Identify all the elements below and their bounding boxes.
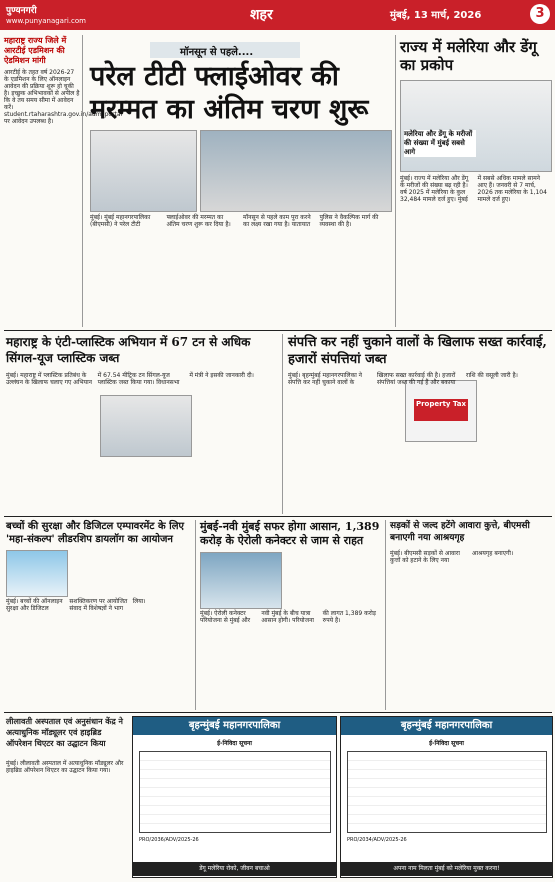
section-separator: [4, 516, 552, 517]
column-divider: [195, 520, 196, 710]
ad-right-org: बृहन्मुंबई महानगरपालिका: [341, 717, 552, 735]
children-headline: बच्चों की सुरक्षा और डिजिटल एम्पावरमेंट के लिए 'महा-संकल्प' लीडरशिप डायलॉग का आयोजन: [6, 521, 184, 545]
right-body: मुंबई। राज्य में मलेरिया और डेंगू के मरीजों की संख्या बढ़ रही है। वर्ष 2025 में मलेरिया के कुल 32,484 मामले दर्ज हुए। मुंबई में सबसे अधिक मामले सामने आए हैं। जनवरी से 7 मार्च, 2026 तक मलेरिया के 1,104 मामले दर्ज हुए।: [400, 175, 547, 203]
brief-headline: महाराष्ट्र राज्य जिले में आरटीई एडमिशन की ऐडमिशन मांगी: [4, 35, 67, 65]
lead-kicker: मॉनसून से पहले....: [180, 47, 254, 58]
ad-right-table: [347, 751, 547, 833]
section-separator: [4, 330, 552, 331]
ad-left-ref: PRO/2036/ADV/2025-26: [139, 837, 199, 843]
connector-body: मुंबई। ऐरोली कनेक्टर परियोजना से मुंबई और नवी मुंबई के बीच यात्रा आसान होगी। परियोजना की लागत 1,389 करोड़ रुपये है।: [200, 610, 376, 624]
column-divider: [282, 334, 283, 514]
ad-left-dept: ई-निविदा सूचना: [217, 740, 252, 747]
column-divider: [385, 520, 386, 710]
page-number: 3: [530, 4, 550, 24]
masthead-brand: पुण्यनगरी: [6, 6, 37, 16]
children-photo: [6, 550, 68, 597]
lead-body: मुंबई। मुंबई महानगरपालिका (बीएमसी) ने परेल टीटी फ्लाईओवर की मरम्मत का अंतिम चरण शुरू कर दिया है। मॉनसून से पहले काम पूरा करने का लक्ष्य रखा गया है। यातायात पुलिस ने वैकल्पिक मार्ग की व्यवस्था की है।: [90, 214, 379, 228]
hospital-headline: लीलावती अस्पताल एवं अनुसंधान केंद्र ने अत्याधुनिक मॉड्यूलर एवं हाइब्रिड ऑपरेशन थिएटर का उद्घाटन किया: [6, 716, 123, 748]
masthead-website: www.punyanagari.com: [6, 17, 86, 25]
right-headline: राज्य में मलेरिया और डेंगू का प्रकोप: [400, 38, 537, 74]
bmc-ad-left: [132, 716, 337, 878]
ad-left-org: बृहन्मुंबई महानगरपालिका: [133, 717, 336, 735]
lead-headline: परेल टीटी फ्लाईओवर की मरम्मत का अंतिम चरण शुरू: [90, 61, 369, 125]
section-title: शहर: [250, 7, 273, 23]
column-divider: [395, 35, 396, 327]
property-body: मुंबई। बृहन्मुंबई महानगरपालिका ने संपत्ति कर नहीं चुकाने वालों के खिलाफ सख्त कार्रवाई की है। हजारों संपत्तियां जब्त की गई हैं और बकाया राशि की वसूली जारी है।: [288, 372, 518, 386]
mosquito-photo: [400, 80, 552, 172]
property-headline: संपत्ति कर नहीं चुकाने वालों के खिलाफ सख्त कार्रवाई, हजारों संपत्तियां जब्त: [288, 335, 547, 367]
lead-photo-left: [90, 130, 197, 212]
roads-headline: सड़कों से जल्द हटेंगे आवारा कुत्ते, बीएमसी बनाएगी नया आश्रयगृह: [390, 521, 530, 543]
connector-headline: मुंबई-नवी मुंबई सफर होगा आसान, 1,389 करोड़ के ऐरोली कनेक्टर से जाम से राहत: [200, 520, 380, 547]
column-divider: [82, 35, 83, 327]
section-separator: [4, 712, 552, 713]
hospital-body: मुंबई। लीलावती अस्पताल में अत्याधुनिक मॉड्यूलर और हाइब्रिड ऑपरेशन थिएटर का उद्घाटन किया गया।: [6, 760, 124, 774]
ad-left-table: [139, 751, 331, 833]
plastic-headline: महाराष्ट्र के एंटी-प्लास्टिक अभियान में 67 टन से अधिक सिंगल-यूज प्लास्टिक जब्त: [6, 335, 251, 365]
property-tax-badge: Property Tax: [414, 399, 468, 421]
plastic-body: मुंबई। महाराष्ट्र में प्लास्टिक प्रतिबंध के उल्लंघन के खिलाफ चलाए गए अभियान में 67.54 मीट्रिक टन सिंगल-यूज प्लास्टिक जब्त किया गया। विधानसभा में मंत्री ने इसकी जानकारी दी।: [6, 372, 254, 386]
children-body: मुंबई। बच्चों की ऑनलाइन सुरक्षा और डिजिटल सशक्तिकरण पर आयोजित संवाद में विशेषज्ञों ने भाग लिया।: [6, 598, 146, 612]
roads-body: मुंबई। बीएमसी सड़कों से आवारा कुत्तों को हटाने के लिए नया आश्रयगृह बनाएगी।: [390, 550, 514, 564]
ad-right-ref: PRO/2034/ADV/2025-26: [347, 837, 407, 843]
ad-right-dept: ई-निविदा सूचना: [429, 740, 464, 747]
dateline: मुंबई, 13 मार्च, 2026: [390, 10, 482, 21]
right-caption: मलेरिया और डेंगू के मरीजों की संख्या में मुंबई सबसे आगे: [404, 130, 476, 157]
lead-photo-right: [200, 130, 392, 212]
ad-right-footer: अपना नाम मिलता मुंबई को मलेरिया मुक्त करना!: [341, 862, 552, 876]
brief-text: आरटीई के तहत वर्ष 2026-27 के एडमिशन के लिए ऑनलाइन आवेदन की प्रक्रिया शुरू हो चुकी है। इच्छुक अभिभावकों से अपील है कि वे तय समय सीमा में आवेदन करें। student.rtaharashtra.gov.in/adm_portal पर आवेदन उपलब्ध है।: [4, 69, 123, 125]
left-brief-column: [4, 35, 123, 325]
connector-photo: [200, 552, 282, 609]
ad-left-footer: डेंगू मलेरिया रोको, जीवन बचाओ: [133, 862, 336, 876]
bmc-ad-right: [340, 716, 553, 878]
